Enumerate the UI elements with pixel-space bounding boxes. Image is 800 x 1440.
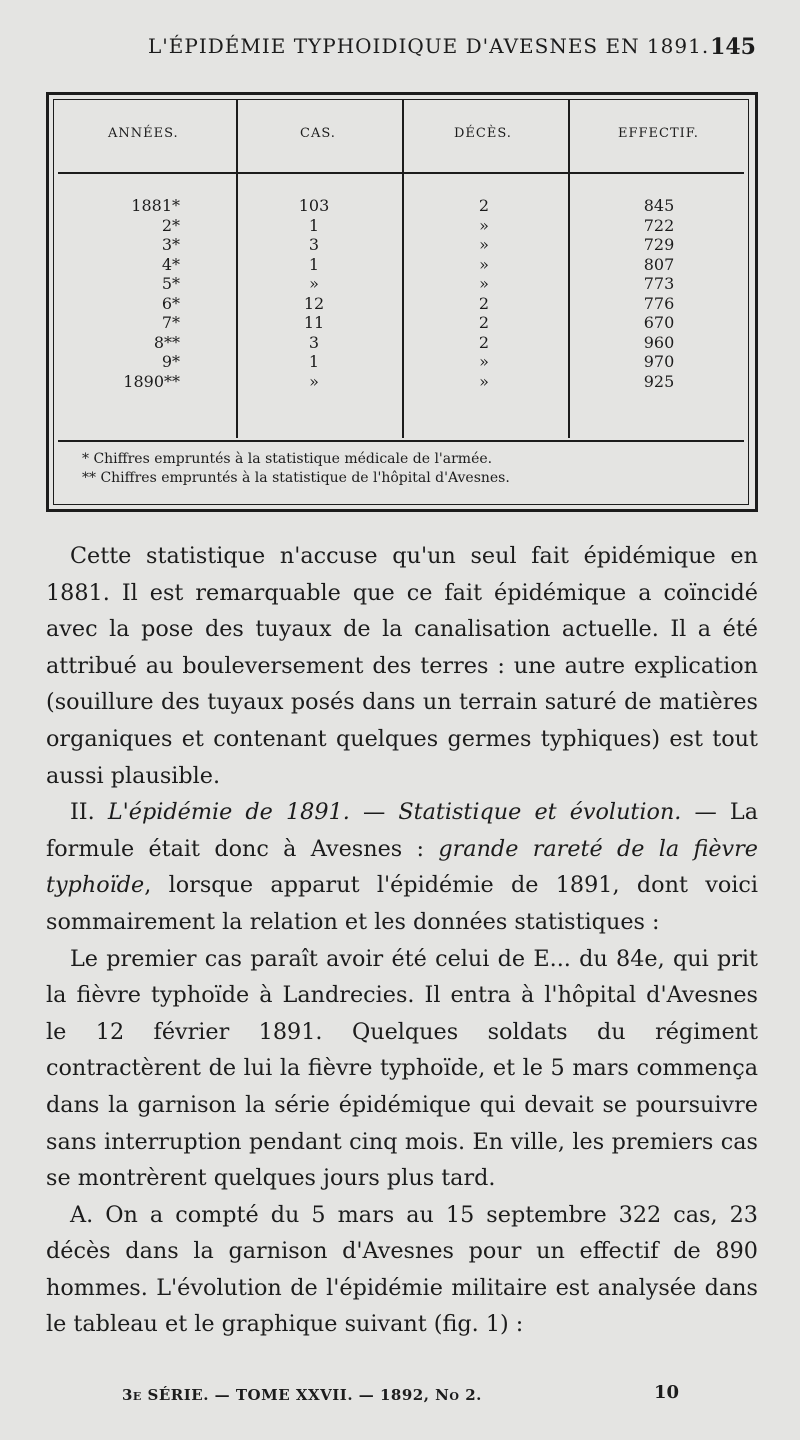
table-note: ** Chiffres empruntés à la statistique de l'hôpital d'Avesnes.: [82, 470, 510, 486]
table-cell: 970: [643, 352, 675, 371]
table-cell: »: [309, 371, 319, 391]
text-run: , lorsque apparut l'épidémie de 1891, dont voici sommairement la relation et les données statistiques :: [46, 872, 758, 935]
footer-rule: [58, 440, 744, 442]
table-cell: »: [309, 274, 319, 293]
page-footer: [0, 1382, 800, 1412]
paragraph: Cette statistique n'accuse qu'un seul fait épidémique en 1881. Il est remarquable que ce fait épidémique a coïncidé avec la pose des tuyaux de la canalisation actuelle. Il a été attribué au bouleversement des terres : une autre explication (souillure des tuyaux posés dans un terrain saturé de matières organiques et contenant quelques germes typhiques) est tout aussi plausible.: [46, 543, 758, 789]
table-cell: 6*: [161, 293, 180, 313]
table-cell: »: [479, 371, 489, 391]
italic-phrase: grande rareté de la fièvre typhoïde: [46, 835, 758, 899]
table-cell: 7*: [161, 313, 180, 332]
table-cell: 2*: [161, 215, 180, 235]
column-separator: [402, 100, 404, 438]
table-cell: 3*: [161, 235, 180, 254]
page-number: 145: [710, 34, 756, 60]
table-cell: 2: [478, 313, 490, 332]
body-text: [46, 538, 758, 1343]
paragraph: A. On a compté du 5 mars au 15 septembre 322 cas, 23 décès dans la garnison d'Avesnes pour un effectif de 890 hommes. L'évolution de l'épidémie militaire est analysée dans le tableau et le graphique suivant (fig. 1) :: [46, 1201, 758, 1338]
header-rule: [58, 172, 744, 174]
table-cell: 670: [643, 313, 675, 332]
running-title: L'ÉPIDÉMIE TYPHOIDIQUE D'AVESNES EN 1891.: [148, 34, 710, 58]
table-cell: 2: [478, 332, 490, 352]
table-cell: 3: [308, 332, 320, 352]
table-cell: 2: [478, 293, 490, 313]
table-cell: 773: [643, 274, 675, 293]
paragraph-section-ii: [46, 794, 758, 940]
table-cell: 845: [643, 196, 675, 215]
table-cell: 1: [308, 352, 320, 371]
table-notes: [82, 450, 510, 488]
table-cell: 960: [643, 332, 675, 352]
table-cell: 12: [303, 293, 325, 313]
column-separator: [568, 100, 570, 438]
section-number: II.: [70, 799, 108, 826]
table-cell: 8**: [153, 332, 180, 352]
page-header: [0, 34, 800, 74]
column-annees: [110, 196, 180, 391]
table-cell: 9*: [161, 352, 180, 371]
table-cell: 11: [303, 313, 325, 332]
table-cell: 807: [643, 254, 675, 274]
table-cell: 3: [308, 235, 320, 254]
table-cell: »: [479, 352, 489, 371]
paragraph: Le premier cas paraît avoir été celui de E... du 84e, qui prit la fièvre typhoïde à Landrecies. Il entra à l'hôpital d'Avesnes le 12 février 1891. Quelques soldats du régiment contractèrent de lui la fièvre typhoïde, et le 5 mars commença dans la garnison la série épidémique qui devait se poursuivre sans interruption pendant cinq mois. En ville, les premiers cas se montrèrent quelques jours plus tard.: [46, 945, 758, 1192]
table-cell: 722: [643, 215, 675, 235]
table-cell: »: [479, 274, 489, 293]
section-subtitle: Statistique et évolution.: [398, 799, 682, 826]
table-cell: 1: [308, 215, 320, 235]
table-cell: »: [479, 215, 489, 235]
table-cell: 5*: [161, 274, 180, 293]
table-cell: »: [479, 254, 489, 274]
column-deces: [454, 196, 514, 391]
table-inner-border: [53, 99, 749, 505]
column-cas: [284, 196, 344, 391]
table-cell: 925: [643, 371, 675, 391]
table-cell: »: [479, 235, 489, 254]
column-header-effectif: EFFECTIF.: [618, 126, 699, 141]
table-cell: 1890**: [123, 371, 180, 391]
signature-mark: 10: [654, 1382, 680, 1403]
table-cell: 103: [298, 196, 330, 215]
section-title: L'épidémie de 1891.: [107, 799, 350, 826]
table-cell: 776: [643, 293, 675, 313]
table-cell: 1: [308, 254, 320, 274]
column-header-annees: ANNÉES.: [108, 126, 179, 141]
series-line: 3e SÉRIE. — TOME XXVII. — 1892, No 2.: [122, 1386, 482, 1404]
statistics-table: [46, 92, 758, 512]
table-note: * Chiffres empruntés à la statistique médicale de l'armée.: [82, 451, 493, 467]
column-header-cas: CAS.: [300, 126, 336, 141]
column-effectif: [624, 196, 694, 391]
text-run: — La formule était donc à Avesnes :: [46, 799, 759, 862]
table-cell: 1881*: [131, 196, 180, 215]
table-cell: 4*: [161, 254, 180, 274]
dash: —: [349, 799, 399, 826]
column-header-deces: DÉCÈS.: [454, 126, 512, 141]
column-separator: [236, 100, 238, 438]
table-cell: 729: [643, 235, 675, 254]
table-cell: 2: [478, 196, 490, 215]
